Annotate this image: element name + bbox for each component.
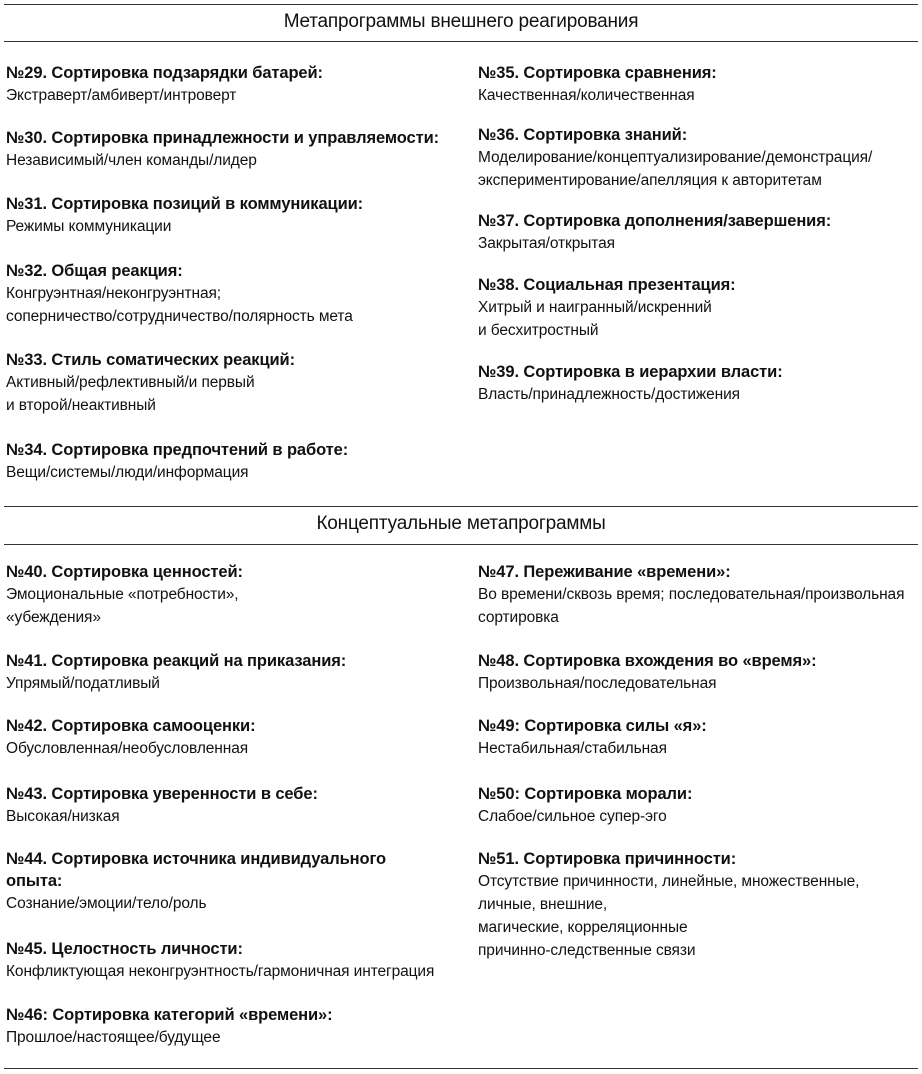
list-item <box>6 62 323 107</box>
list-item <box>478 62 717 107</box>
item-title: №38. Социальная презентация: <box>478 276 736 294</box>
item-desc: Вещи/системы/люди/информация <box>6 464 249 481</box>
item-title: №36. Сортировка знаний: <box>478 126 688 144</box>
bottom-rule <box>4 1068 918 1069</box>
item-desc: Нестабильная/стабильная <box>478 740 667 757</box>
list-item <box>6 127 439 172</box>
item-desc: Упрямый/податливый <box>6 675 160 692</box>
list-item <box>478 361 783 406</box>
list-item <box>478 848 859 962</box>
item-desc: Отсутствие причинности, линейные, множественные, <box>478 873 860 890</box>
list-item <box>478 715 707 760</box>
item-desc: Экстраверт/амбиверт/интроверт <box>6 87 237 104</box>
item-title: №33. Стиль соматических реакций: <box>6 351 295 369</box>
item-title: №44. Сортировка источника индивидуального опыта: <box>6 850 387 890</box>
list-item <box>478 274 736 342</box>
item-title: №45. Целостность личности: <box>6 940 243 958</box>
list-item <box>478 650 817 695</box>
item-title: №40. Сортировка ценностей: <box>6 563 243 581</box>
top-rule <box>4 4 918 5</box>
item-desc: Хитрый и наигранный/искренний <box>478 299 712 316</box>
item-title: №43. Сортировка уверенности в себе: <box>6 785 318 803</box>
list-item <box>6 349 295 417</box>
item-title: №32. Общая реакция: <box>6 262 183 280</box>
item-desc: Активный/рефлективный/и первый <box>6 374 255 391</box>
item-desc: Произвольная/последовательная <box>478 675 717 692</box>
item-title: №31. Сортировка позиций в коммуникации: <box>6 195 364 213</box>
item-desc: Эмоциональные «потребности», <box>6 586 239 603</box>
item-desc: Моделирование/концептуализирование/демонстрация/ <box>478 149 873 166</box>
section-rule <box>4 544 918 545</box>
item-title: №37. Сортировка дополнения/завершения: <box>478 212 832 230</box>
list-item <box>6 1004 333 1049</box>
item-desc: магические, корреляционные <box>478 919 688 936</box>
item-title: №41. Сортировка реакций на приказания: <box>6 652 347 670</box>
item-desc: Конгруэнтная/неконгруэнтная; <box>6 285 221 302</box>
item-desc: Закрытая/открытая <box>478 235 615 252</box>
section-title-conceptual: Концептуальные метапрограммы <box>316 513 606 534</box>
item-title: №49: Сортировка силы «я»: <box>478 717 707 735</box>
item-title: №46: Сортировка категорий «времени»: <box>6 1006 333 1024</box>
list-item <box>6 561 243 629</box>
list-item <box>478 124 872 192</box>
item-title: №42. Сортировка самооценки: <box>6 717 256 735</box>
item-desc: соперничество/сотрудничество/полярность мета <box>6 308 353 325</box>
item-desc: Режимы коммуникации <box>6 218 172 235</box>
item-desc: Высокая/низкая <box>6 808 120 825</box>
item-desc: причинно-следственные связи <box>478 942 696 959</box>
item-desc: Прошлое/настоящее/будущее <box>6 1029 221 1046</box>
item-title: №34. Сортировка предпочтений в работе: <box>6 441 349 459</box>
section-rule <box>4 41 918 42</box>
item-title: №35. Сортировка сравнения: <box>478 64 717 82</box>
item-desc: Качественная/количественная <box>478 87 695 104</box>
list-item <box>6 783 318 828</box>
list-item <box>478 210 831 255</box>
item-desc: Обусловленная/необусловленная <box>6 740 249 757</box>
list-item <box>6 260 353 328</box>
list-item <box>6 650 346 695</box>
item-desc: личные, внешние, <box>478 896 608 913</box>
list-item <box>6 193 363 238</box>
item-title: №39. Сортировка в иерархии власти: <box>478 363 783 381</box>
section-rule <box>4 506 918 507</box>
item-desc: Власть/принадлежность/достижения <box>478 386 740 403</box>
list-item <box>478 783 692 828</box>
item-desc: Слабое/сильное супер-эго <box>478 808 667 825</box>
section-title-external: Метапрограммы внешнего реагирования <box>283 11 639 32</box>
item-desc: Независимый/член команды/лидер <box>6 152 257 169</box>
list-item <box>6 938 466 983</box>
list-item <box>6 715 256 760</box>
list-item <box>478 561 904 629</box>
list-item <box>6 848 406 915</box>
item-desc: и второй/неактивный <box>6 397 156 414</box>
item-title: №47. Переживание «времени»: <box>478 563 731 581</box>
item-desc: и бесхитростный <box>478 322 599 339</box>
item-desc: сортировка <box>478 609 559 626</box>
item-desc: Конфликтующая неконгруэнтность/гармоничная интеграция <box>6 963 435 980</box>
item-desc: «убеждения» <box>6 609 101 626</box>
item-title: №29. Сортировка подзарядки батарей: <box>6 64 323 82</box>
item-title: №51. Сортировка причинности: <box>478 850 737 868</box>
item-title: №48. Сортировка вхождения во «время»: <box>478 652 817 670</box>
item-title: №30. Сортировка принадлежности и управляемости: <box>6 129 440 147</box>
list-item <box>6 439 348 484</box>
item-desc: экспериментирование/апелляция к авторитетам <box>478 172 822 189</box>
item-title: №50: Сортировка морали: <box>478 785 693 803</box>
item-desc: Сознание/эмоции/тело/роль <box>6 895 207 912</box>
item-desc: Во времени/сквозь время; последовательная/произвольная <box>478 586 905 603</box>
